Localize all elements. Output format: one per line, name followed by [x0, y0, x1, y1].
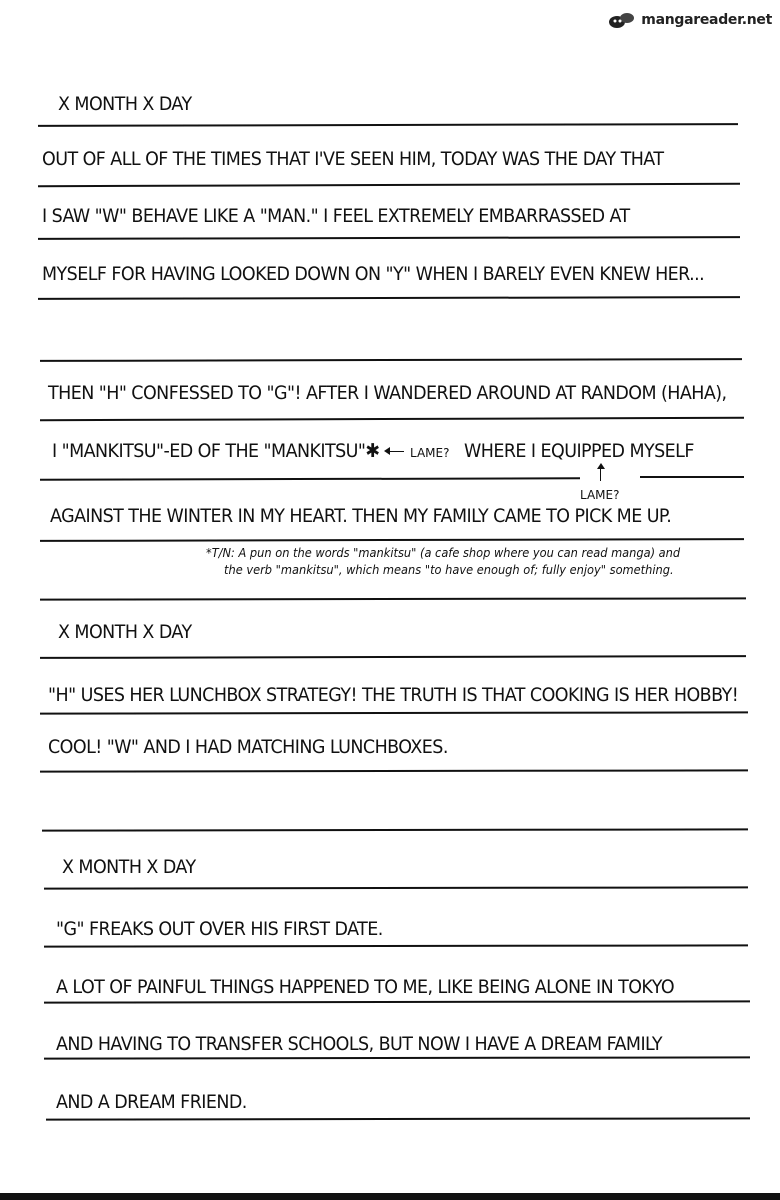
- arrow-left-icon: [386, 451, 404, 452]
- entry1-heading: X MONTH X DAY: [58, 93, 192, 115]
- ruled-line: [44, 944, 748, 947]
- ruled-line: [38, 183, 740, 187]
- entry1-line2: I SAW "W" BEHAVE LIKE A "MAN." I FEEL EXTREMELY EMBARRASSED AT: [42, 205, 630, 227]
- ruled-line: [40, 477, 580, 480]
- entry1-line5b: WHERE I EQUIPPED MYSELF: [464, 440, 694, 462]
- mangareader-logo-icon: [607, 10, 637, 30]
- bottom-border: [0, 1193, 780, 1200]
- ruled-line: [46, 1117, 750, 1120]
- entry2-line1: "H" USES HER LUNCHBOX STRATEGY! THE TRUTH IS THAT COOKING IS HER HOBBY!: [48, 684, 739, 706]
- watermark-text: mangareader.net: [641, 12, 772, 28]
- entry1-line1: OUT OF ALL OF THE TIMES THAT I'VE SEEN HIM, TODAY WAS THE DAY THAT: [42, 148, 664, 170]
- entry3-heading: X MONTH X DAY: [62, 856, 196, 878]
- ruled-line: [40, 417, 744, 421]
- ruled-line: [40, 655, 746, 659]
- entry3-line2: A LOT OF PAINFUL THINGS HAPPENED TO ME, LIKE BEING ALONE IN TOKYO: [56, 976, 675, 998]
- arrow-up-icon: [600, 466, 602, 481]
- entry3-line3: AND HAVING TO TRANSFER SCHOOLS, BUT NOW I HAVE A DREAM FAMILY: [56, 1033, 663, 1055]
- ruled-line: [40, 597, 746, 600]
- translator-note-line1: *T/N: A pun on the words "mankitsu" (a cafe shop where you can read manga) and: [206, 546, 681, 560]
- ruled-line: [44, 886, 748, 889]
- entry3-line1: "G" FREAKS OUT OVER HIS FIRST DATE.: [56, 918, 383, 940]
- entry2-line2: COOL! "W" AND I HAD MATCHING LUNCHBOXES.: [48, 736, 448, 758]
- entry1-line4: THEN "H" CONFESSED TO "G"! AFTER I WANDERED AROUND AT RANDOM (HAHA),: [48, 382, 727, 404]
- lame-label: LAME?: [410, 446, 450, 460]
- ruled-line: [38, 296, 740, 300]
- translator-note-line2: the verb "mankitsu", which means "to have enough of; fully enjoy" something.: [224, 563, 674, 577]
- ruled-line: [42, 828, 748, 831]
- entry1-line5a: I "MANKITSU"-ED OF THE "MANKITSU"✱: [52, 440, 380, 462]
- watermark: [607, 10, 772, 30]
- ruled-line: [40, 538, 744, 542]
- entry1-line6: AGAINST THE WINTER IN MY HEART. THEN MY FAMILY CAME TO PICK ME UP.: [50, 505, 672, 527]
- ruled-line: [38, 123, 738, 127]
- ruled-line: [40, 711, 748, 714]
- ruled-line: [40, 769, 748, 772]
- entry2-heading: X MONTH X DAY: [58, 621, 192, 643]
- ruled-line: [44, 1000, 750, 1003]
- entry3-line4: AND A DREAM FRIEND.: [56, 1091, 247, 1113]
- ruled-line: [44, 1056, 750, 1059]
- entry1-line3: MYSELF FOR HAVING LOOKED DOWN ON "Y" WHEN I BARELY EVEN KNEW HER...: [42, 263, 705, 285]
- ruled-line: [640, 476, 744, 478]
- lame-label-2: LAME?: [580, 488, 620, 502]
- ruled-line: [40, 358, 742, 362]
- ruled-line: [38, 236, 740, 240]
